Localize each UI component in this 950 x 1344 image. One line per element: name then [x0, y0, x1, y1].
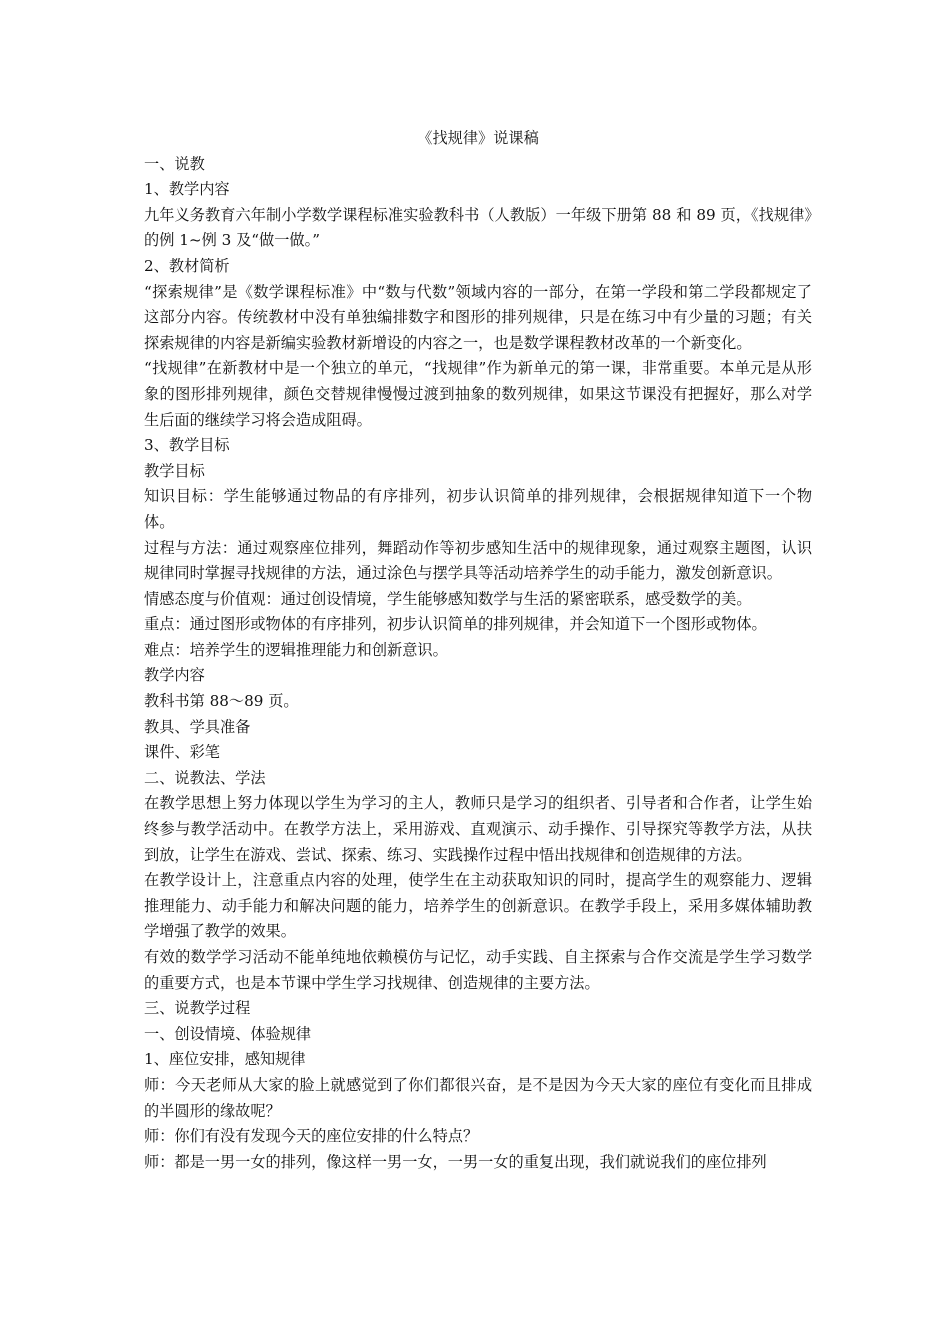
paragraph-effective-learning: 有效的数学学习活动不能单纯地依赖模仿与记忆，动手实践、自主探索与合作交流是学生学习数学的重要方式，也是本节课中学生学习找规律、创造规律的主要方法。 [144, 948, 812, 992]
heading-shuojiao: 一、说教 [144, 154, 205, 173]
paragraph-teacher-line-1: 师：今天老师从大家的脸上就感觉到了你们都很兴奋，是不是因为今天大家的座位有变化而且排成的半圆形的缘故呢？ [144, 1075, 812, 1120]
paragraph-process-method: 过程与方法：通过观察座位排列，舞蹈动作等初步感知生活中的规律现象，通过观察主题图，认识规律同时掌握寻找规律的方法，通过涂色与摆学具等活动培养学生的动手能力，激发创新意识。 [144, 538, 812, 583]
subheading-create-scene: 一、创设情境、体验规律 [144, 1024, 312, 1043]
paragraph-teaching-thought: 在教学思想上努力体现以学生为学习的主人，教师只是学习的组织者、引导者和合作者，让学生始终参与教学活动中。在教学方法上，采用游戏、直观演示、动手操作、引导探究等教学方法，从扶到放，让学生在游戏、尝试、探索、练习、实践操作过程中悟出找规律和创造规律的方法。 [144, 794, 812, 864]
paragraph-teaching-design: 在教学设计上，注意重点内容的处理，使学生在主动获取知识的同时，提高学生的观察能力、逻辑推理能力、动手能力和解决问题的能力，培养学生的创新意识。在教学手段上，采用多媒体辅助教学增强了教学的效果。 [144, 871, 812, 941]
paragraph-teacher-line-2: 师：你们有没有发现今天的座位安排的什么特点？ [144, 1127, 479, 1146]
subheading-teaching-goals: 3、教学目标 [144, 436, 230, 455]
document-title: 《找规律》说课稿 [417, 129, 539, 147]
paragraph-materials: 课件、彩笔 [144, 743, 220, 762]
paragraph-key-point: 重点：通过图形或物体的有序排列，初步认识简单的排列规律，并会知道下一个图形或物体。 [144, 615, 767, 634]
paragraph-teacher-line-3: 师：都是一男一女的排列，像这样一男一女，一男一女的重复出现，我们就说我们的座位排列 [144, 1152, 767, 1171]
label-teaching-content: 教学内容 [144, 666, 205, 685]
heading-methods: 二、说教法、学法 [144, 768, 266, 787]
paragraph-knowledge-goal: 知识目标：学生能够通过物品的有序排列，初步认识简单的排列规律，会根据规律知道下一个物体。 [144, 487, 812, 531]
paragraph-find-rules-unit: “找规律”在新教材中是一个独立的单元，“找规律”作为新单元的第一课，非常重要。本单元是从形象的图形排列规律，颜色交替规律慢慢过渡到抽象的数列规律，如果这节课没有把握好，那么对学生后面的继续学习将会造成阻碍。 [144, 359, 812, 429]
document-page [144, 126, 812, 1175]
subheading-teaching-content: 1、教学内容 [144, 180, 230, 199]
paragraph-textbook-source: 九年义务教育六年制小学数学课程标准实验教科书（人教版）一年级下册第 88 和 89 页，《找规律》的例 1~例 3 及“做一做。” [144, 205, 812, 250]
label-teaching-goals: 教学目标 [144, 461, 205, 480]
paragraph-attitude-values: 情感态度与价值观：通过创设情境，学生能够感知数学与生活的紧密联系，感受数学的美。 [144, 589, 752, 608]
paragraph-difficulty: 难点：培养学生的逻辑推理能力和创新意识。 [144, 640, 448, 659]
heading-teaching-process: 三、说教学过程 [144, 999, 251, 1018]
label-materials: 教具、学具准备 [144, 717, 251, 736]
paragraph-explore-rules: “探索规律”是《数学课程标准》中“数与代数”领域内容的一部分，在第一学段和第二学段都规定了这部分内容。传统教材中没有单独编排数字和图形的排列规律，只是在练习中有少量的习题；有关探索规律的内容是新编实验教材新增设的内容之一，也是数学课程教材改革的一个新变化。 [144, 282, 812, 352]
subheading-material-analysis: 2、教材简析 [144, 256, 230, 275]
subheading-seat-arrangement: 1、座位安排，感知规律 [144, 1050, 306, 1069]
paragraph-textbook-pages: 教科书第 88～89 页。 [144, 692, 299, 711]
